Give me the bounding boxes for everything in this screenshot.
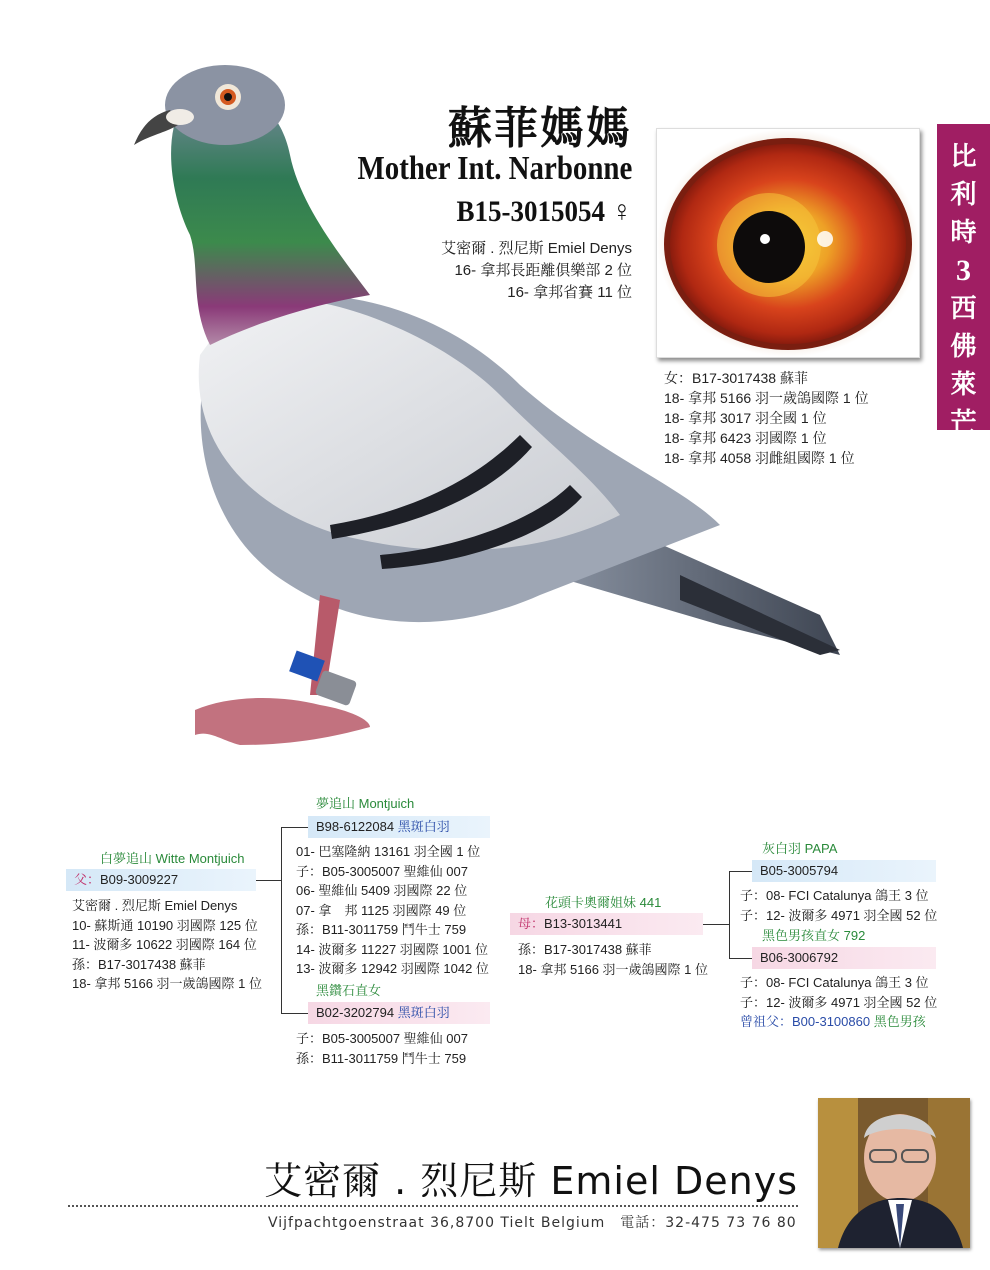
detail-line: 孫：B17-3017438 蘇菲 bbox=[518, 942, 652, 957]
achievement-line: 艾密爾 . 烈尼斯 Emiel Denys bbox=[441, 240, 632, 257]
sire-dam-ring bbox=[308, 1002, 490, 1024]
detail-line: 11- 波爾多 10622 羽國際 164 位 bbox=[72, 937, 257, 952]
pigeon-english-name: Mother Int. Narbonne bbox=[357, 150, 632, 187]
tab-char: 時 bbox=[950, 218, 977, 248]
detail-line: 01- 巴塞隆納 13161 羽全國 1 位 bbox=[296, 844, 481, 859]
pigeon-achievements bbox=[441, 238, 632, 304]
sire-dam-ring-number: B02-3202794 bbox=[316, 1005, 395, 1020]
caption-line: 18- 拿邦 4058 羽雌組國際 1 位 bbox=[664, 450, 855, 466]
eye-photo bbox=[656, 128, 920, 358]
dam-sire-details bbox=[740, 886, 937, 925]
sire-dam-details bbox=[296, 1029, 468, 1068]
great-grandsire-ring: B00-3100860 bbox=[792, 1014, 871, 1029]
dam-ring-number: B13-3013441 bbox=[544, 916, 623, 931]
dam-name: 花頭卡奧爾姐妹 441 bbox=[545, 895, 662, 910]
sire-sire-name: 夢追山 Montjuich bbox=[316, 796, 415, 811]
dam-dam-ring bbox=[752, 947, 936, 969]
breeder-address: Vijfpachtgoenstraat 36,8700 Tielt Belgium 電話：32-475 73 76 80 bbox=[268, 1215, 797, 1231]
breeder-portrait bbox=[818, 1098, 970, 1248]
detail-line: 18- 拿邦 5166 羽一歲鴿國際 1 位 bbox=[518, 961, 708, 977]
detail-line: 10- 蘇斯通 10190 羽國際 125 位 bbox=[72, 917, 258, 933]
connector bbox=[729, 871, 730, 958]
caption-line: 18- 拿邦 5166 羽一歲鴿國際 1 位 bbox=[664, 390, 869, 406]
region-tab bbox=[937, 124, 990, 438]
dam-sire-ring-number: B05-3005794 bbox=[760, 863, 839, 878]
dam-ring bbox=[510, 913, 703, 935]
sire-name: 白夢追山 Witte Montjuich bbox=[100, 851, 245, 866]
detail-line: 子：08- FCI Catalunya 鴿王 3 位 bbox=[740, 975, 929, 990]
caption-line: 女：B17-3017438 蘇菲 bbox=[664, 370, 808, 386]
footer-divider bbox=[68, 1205, 798, 1207]
tab-char: 芒 bbox=[950, 408, 977, 438]
pigeon-ring-number: B15-3015054 ♀ bbox=[456, 195, 632, 228]
breeder-name: 艾密爾 . 烈尼斯 Emiel Denys bbox=[264, 1159, 798, 1203]
achievement-line: 16- 拿邦長距離俱樂部 2 位 bbox=[454, 262, 632, 279]
sire-details bbox=[72, 896, 262, 994]
dam-dam-ring-number: B06-3006792 bbox=[760, 950, 839, 965]
connector bbox=[281, 1013, 308, 1014]
achievement-line: 16- 拿邦省賽 11 位 bbox=[507, 284, 632, 301]
caption-line: 18- 拿邦 6423 羽國際 1 位 bbox=[664, 430, 827, 446]
sire-sire-ring-number: B98-6122084 bbox=[316, 819, 395, 834]
dam-dam-name: 黑色男孩直女 792 bbox=[762, 928, 866, 943]
dam-sire-ring bbox=[752, 860, 936, 882]
great-grandsire-line bbox=[740, 1012, 937, 1032]
connector bbox=[281, 827, 282, 1013]
sire-sire-color: 黑斑白羽 bbox=[397, 819, 450, 834]
detail-line: 子：B05-3005007 聖維仙 007 bbox=[296, 1031, 468, 1046]
great-grandsire-name: 黑色男孩 bbox=[873, 1014, 926, 1029]
sire-ring-number: B09-3009227 bbox=[100, 872, 179, 887]
detail-line: 07- 拿 邦 1125 羽國際 49 位 bbox=[296, 902, 467, 918]
dam-sire-name: 灰白羽 PAPA bbox=[762, 841, 838, 856]
connector bbox=[703, 924, 729, 925]
sire-dam-name: 黑鑽石直女 bbox=[316, 983, 382, 998]
detail-line: 14- 波爾多 11227 羽國際 1001 位 bbox=[296, 941, 488, 957]
sire-dam-color: 黑斑白羽 bbox=[397, 1005, 450, 1020]
sire-ring-label: 父： bbox=[74, 872, 101, 887]
tab-char: 3 bbox=[956, 254, 971, 287]
detail-line: 艾密爾 . 烈尼斯 Emiel Denys bbox=[72, 898, 238, 913]
connector bbox=[729, 958, 752, 959]
dam-dam-details bbox=[740, 973, 937, 1032]
detail-line: 孫：B11-3011759 鬥牛士 759 bbox=[296, 922, 467, 937]
detail-line: 06- 聖維仙 5409 羽國際 22 位 bbox=[296, 883, 468, 898]
great-grandsire-label: 曾祖父： bbox=[740, 1014, 793, 1029]
tab-char: 萊 bbox=[950, 370, 977, 400]
sire-ring bbox=[66, 869, 256, 891]
connector bbox=[281, 827, 308, 828]
pigeon-chinese-name: 蘇菲媽媽 bbox=[448, 103, 632, 154]
tab-char: 利 bbox=[950, 180, 977, 210]
connector bbox=[256, 880, 281, 881]
detail-line: 18- 拿邦 5166 羽一歲鴿國際 1 位 bbox=[72, 976, 262, 991]
tab-char: 比 bbox=[950, 142, 977, 172]
sire-sire-details bbox=[296, 842, 489, 979]
tab-char: 佛 bbox=[950, 332, 977, 362]
detail-line: 子：B05-3005007 聖維仙 007 bbox=[296, 863, 468, 879]
detail-line: 子：12- 波爾多 4971 羽全國 52 位 bbox=[740, 994, 938, 1010]
detail-line: 13- 波爾多 12942 羽國際 1042 位 bbox=[296, 961, 489, 976]
dam-details bbox=[518, 940, 708, 979]
tab-char: 西 bbox=[950, 294, 977, 324]
sire-sire-ring bbox=[308, 816, 490, 838]
detail-line: 孫：B17-3017438 蘇菲 bbox=[72, 956, 206, 972]
connector bbox=[729, 871, 752, 872]
dam-ring-label: 母： bbox=[518, 916, 545, 931]
detail-line: 子：08- FCI Catalunya 鴿王 3 位 bbox=[740, 888, 929, 903]
detail-line: 孫：B11-3011759 鬥牛士 759 bbox=[296, 1050, 467, 1066]
caption-line: 18- 拿邦 3017 羽全國 1 位 bbox=[664, 410, 827, 426]
offspring-caption bbox=[664, 368, 869, 468]
detail-line: 子：12- 波爾多 4971 羽全國 52 位 bbox=[740, 907, 938, 923]
